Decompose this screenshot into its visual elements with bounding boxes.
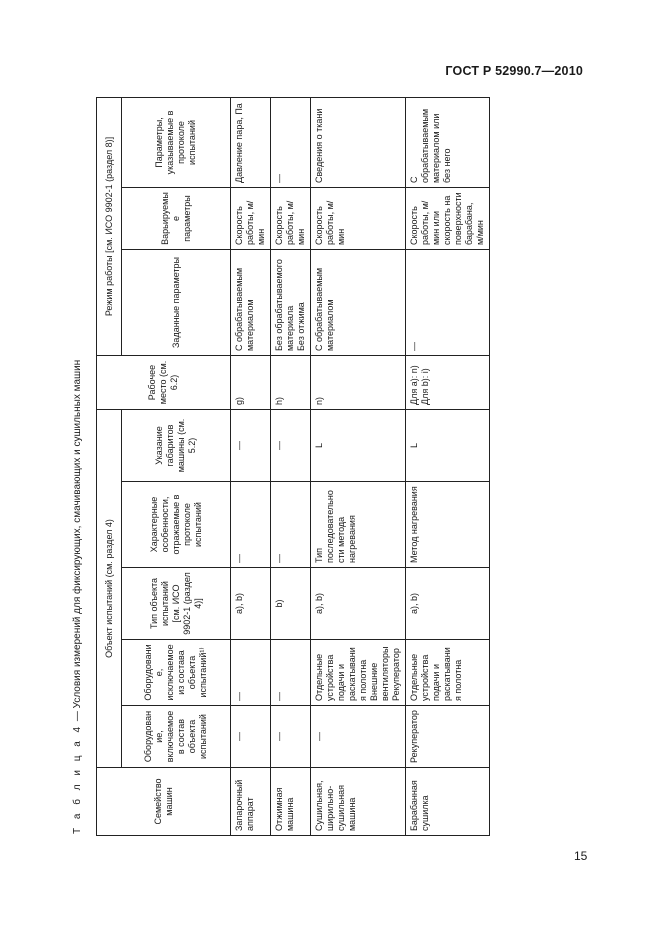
col-header-set-params: Заданные параметры — [122, 250, 231, 356]
col-header-var-params: Варьируемые параметры — [122, 188, 231, 250]
cell-workplace: h) — [271, 356, 311, 410]
cell-report-params: С обрабатываемым материалом или без него — [406, 97, 490, 187]
cell-features: — — [231, 482, 271, 568]
group-header-object: Объект испытаний (см. раздел 4) — [97, 410, 122, 768]
cell-features: Метод нагревания — [406, 482, 490, 568]
col-header-workplace: Рабочее место (см. 6.2) — [97, 356, 231, 410]
cell-features: — — [271, 482, 311, 568]
col-header-type: Тип объекта испытаний [см. ИСО 9902-1 (раздел 4)] — [122, 568, 231, 640]
col-header-features: Характерные особенности, отражаемые в протоколе испытаний — [122, 482, 231, 568]
cell-excluded: — — [231, 640, 271, 706]
cell-workplace — [406, 356, 490, 410]
group-header-mode: Режим работы [см. ИСО 9902-1 (раздел 8)] — [97, 97, 122, 355]
standard-code: ГОСТ Р 52990.7—2010 — [445, 64, 583, 78]
page-number: 15 — [574, 849, 588, 863]
cell-excluded-line: Отдельные устройства подачи и раскатывания полотна — [314, 647, 368, 701]
col-header-included: Оборудование, включаемое в состав объекта испытаний — [122, 706, 231, 768]
cell-report-params: Давление пара, Па — [231, 97, 271, 187]
cell-report-params: Сведения о ткани — [311, 97, 406, 187]
cell-included: Рекуператор — [406, 706, 490, 768]
cell-set-params — [271, 250, 311, 356]
cell-var-params: Скорость работы, м/мин — [271, 188, 311, 250]
table-row — [271, 97, 311, 835]
cell-included: — — [271, 706, 311, 768]
cell-features: Тип последовательности метода нагревания — [311, 482, 406, 568]
cell-excluded: — — [271, 640, 311, 706]
cell-workplace: g) — [231, 356, 271, 410]
cell-family: Сушильная, ширильно-сушильная машина — [311, 768, 406, 836]
cell-family: Отжимная машина — [271, 768, 311, 836]
cell-dimensions: L — [406, 410, 490, 482]
cell-set-params: — — [406, 250, 490, 356]
cell-workplace: n) — [311, 356, 406, 410]
cell-set-params-line: Без отжима — [296, 302, 306, 351]
cell-workplace-line: Для b): i) — [420, 368, 430, 405]
cell-family: Барабанная сушилка — [406, 768, 490, 836]
table-caption — [66, 360, 90, 834]
col-header-family: Семейство машин — [97, 768, 231, 836]
cell-dimensions: L — [311, 410, 406, 482]
cell-excluded: Отдельные устройства подачи и раскатывания полотна — [406, 640, 490, 706]
cell-var-params: Скорость работы, м/мин или скорость на поверхности барабана, м/мин — [406, 188, 490, 250]
cell-excluded-line: Внешние вентиляторы — [369, 646, 390, 701]
cell-excluded-line: Рекуператор — [391, 648, 401, 701]
table-caption-text: — Условия измерений для фиксирующих, смачивающих и сушильных машин — [72, 359, 83, 724]
cell-set-params: С обрабатываемым материалом — [311, 250, 406, 356]
rotated-table-block — [66, 98, 576, 836]
cell-var-params: Скорость работы, м/мин — [231, 188, 271, 250]
table-row — [406, 97, 490, 835]
col-header-report-params: Параметры, указываемые в протоколе испытаний — [122, 97, 231, 187]
cell-workplace-line: Для a): n) — [409, 365, 419, 405]
cell-excluded — [311, 640, 406, 706]
measurement-conditions-table — [96, 97, 490, 836]
col-header-excluded: Оборудование, исключаемое из состава объекта испытаний¹⁾ — [122, 640, 231, 706]
cell-var-params: Скорость работы, м/мин — [311, 188, 406, 250]
table-row — [311, 97, 406, 835]
col-header-dimensions: Указание габаритов машины (см. 5.2) — [122, 410, 231, 482]
table-caption-prefix: Т а б л и ц а 4 — [72, 723, 83, 834]
cell-set-params: С обрабатываемым материалом — [231, 250, 271, 356]
cell-type: b) — [271, 568, 311, 640]
cell-included: — — [231, 706, 271, 768]
cell-type: a), b) — [231, 568, 271, 640]
cell-type: a), b) — [311, 568, 406, 640]
cell-included: — — [311, 706, 406, 768]
cell-set-params-line: Без обрабатываемого материала — [274, 259, 295, 351]
cell-family: Запарочный аппарат — [231, 768, 271, 836]
table-row — [231, 97, 271, 835]
cell-dimensions: — — [271, 410, 311, 482]
cell-report-params: — — [271, 97, 311, 187]
cell-dimensions: — — [231, 410, 271, 482]
cell-type: a), b) — [406, 568, 490, 640]
